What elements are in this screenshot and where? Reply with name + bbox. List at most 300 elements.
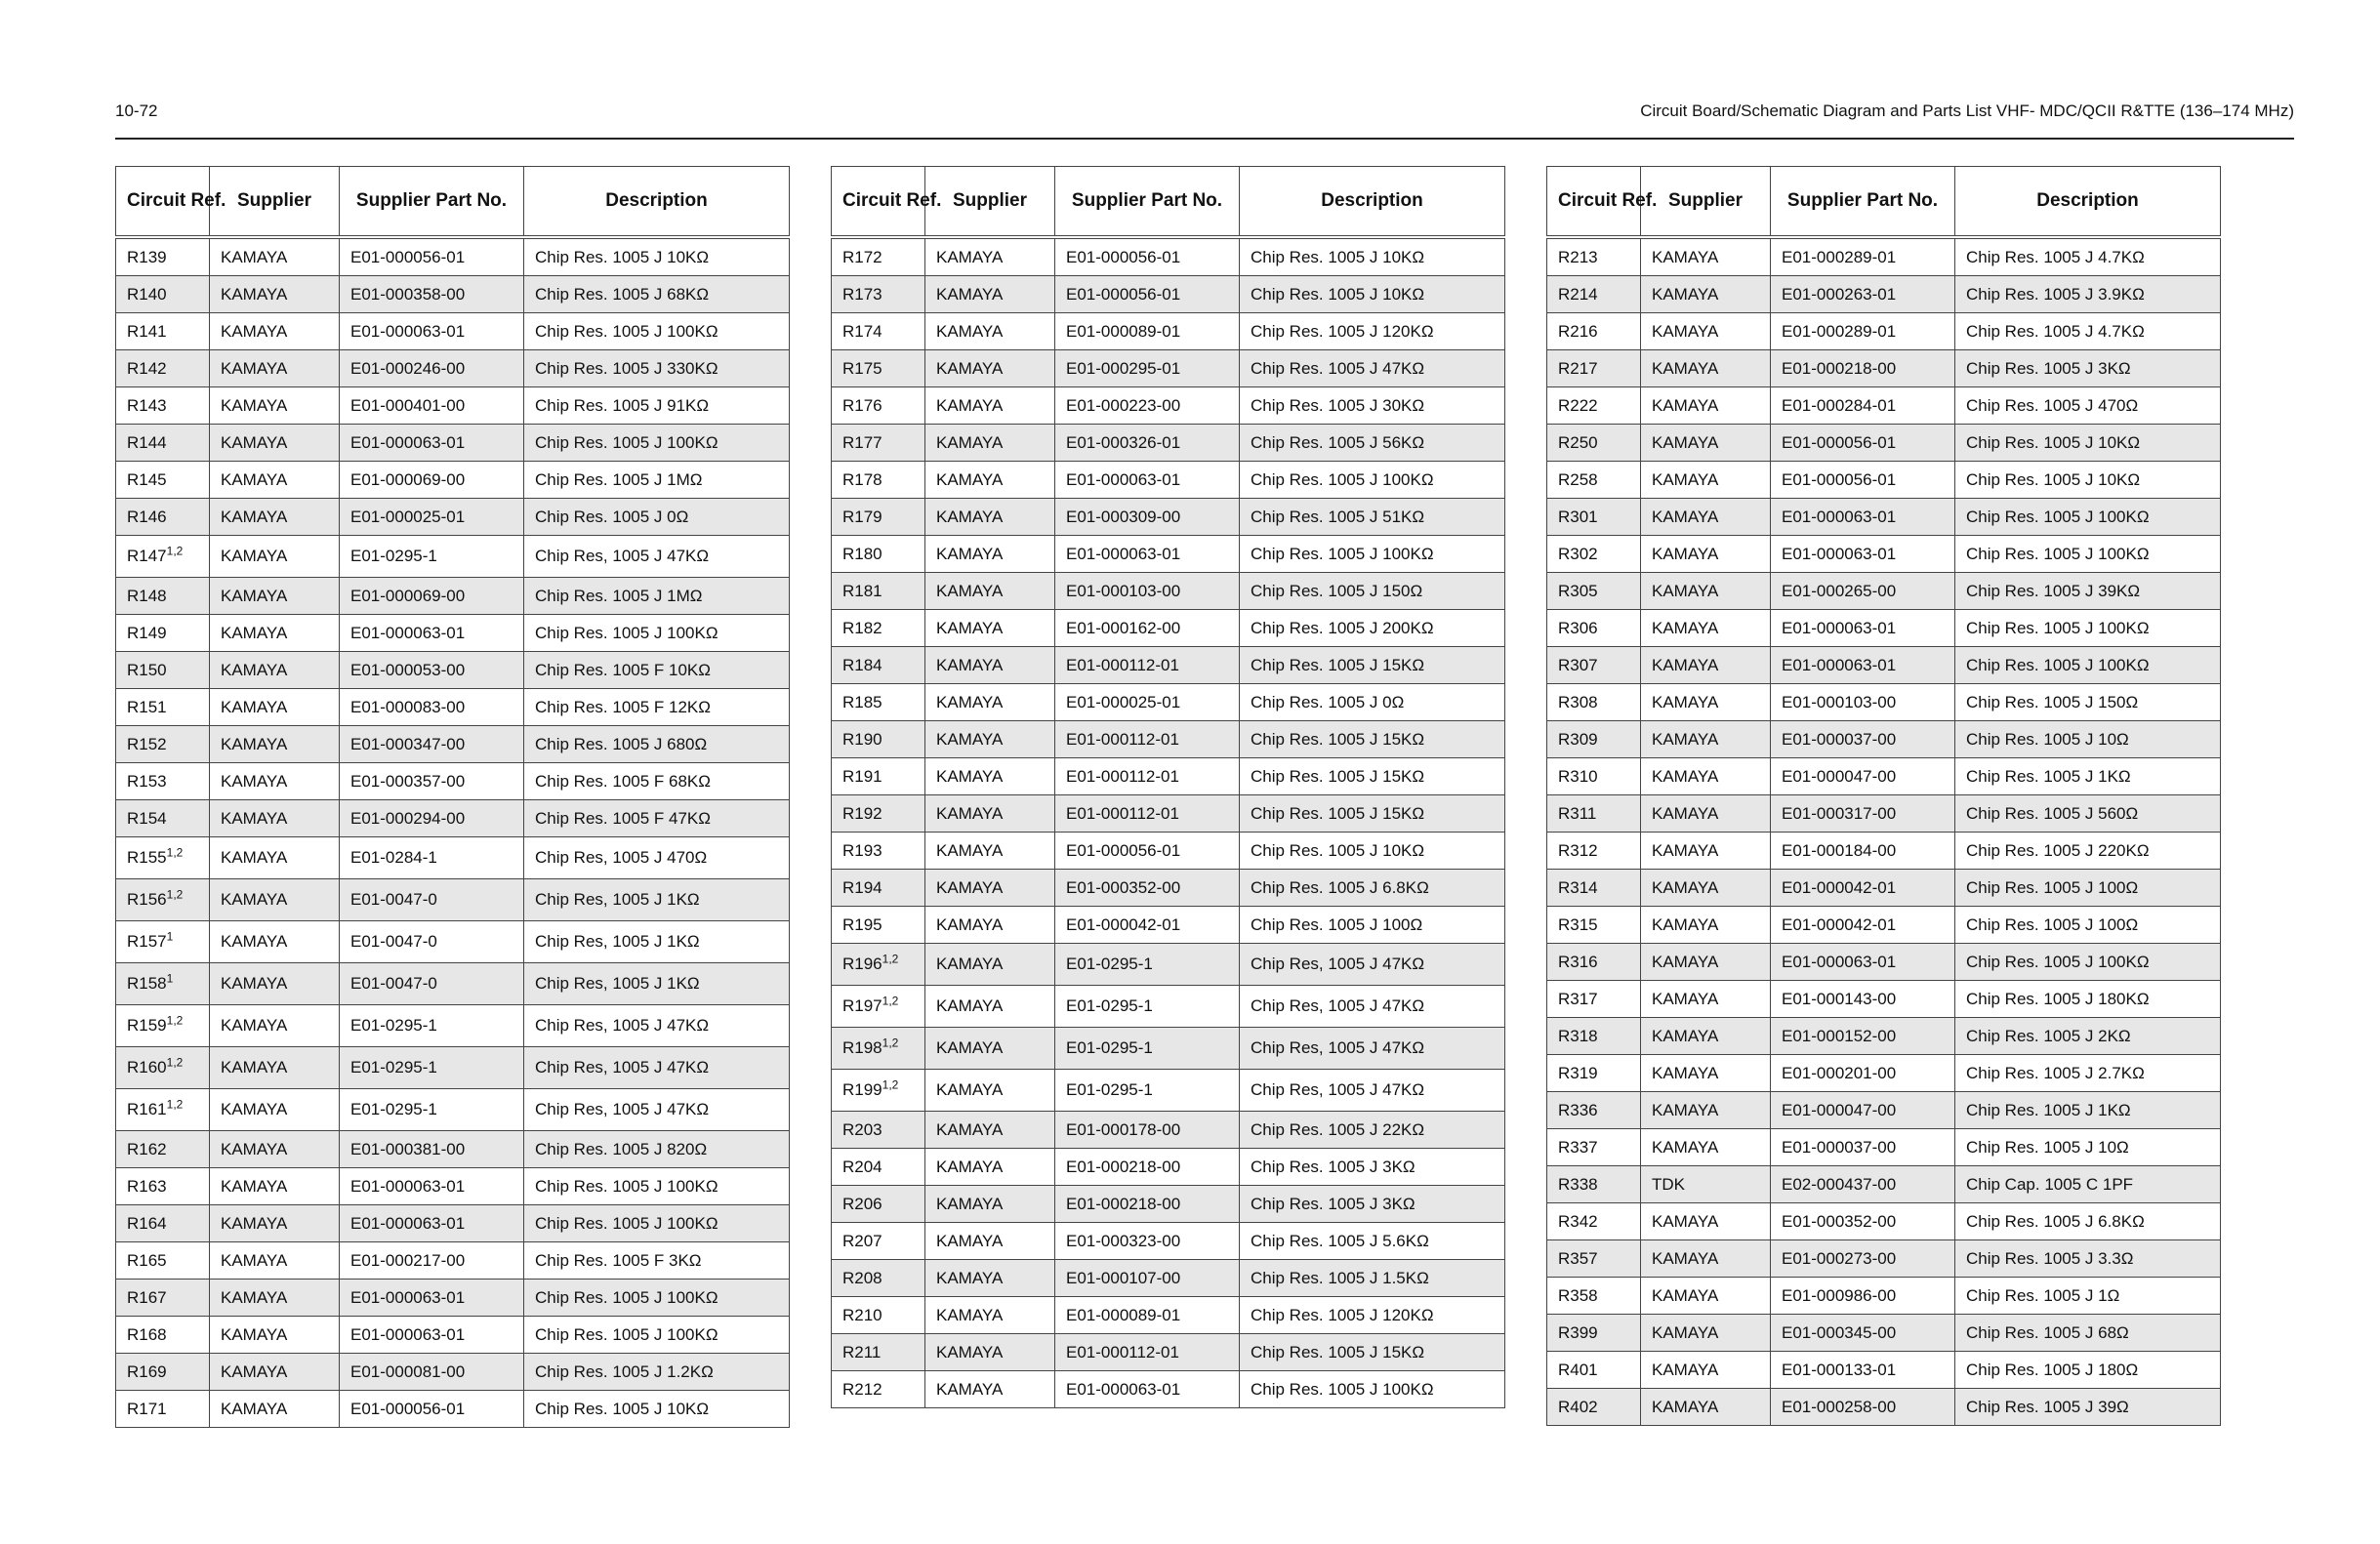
- cell-part-no: E01-000089-01: [1055, 313, 1240, 350]
- table-row: [832, 387, 1505, 425]
- cell-circuit-ref: [1547, 1352, 1641, 1389]
- cell-circuit-ref: [116, 963, 210, 1005]
- cell-circuit-ref: [1547, 1018, 1641, 1055]
- cell-description: Chip Res. 1005 J 100KΩ: [1240, 536, 1505, 573]
- cell-description: Chip Res. 1005 J 30KΩ: [1240, 387, 1505, 425]
- cell-description: Chip Res. 1005 J 100KΩ: [1955, 610, 2221, 647]
- circuit-ref-text: R208: [842, 1268, 882, 1287]
- cell-supplier: KAMAYA: [925, 684, 1055, 721]
- cell-part-no: E01-000323-00: [1055, 1223, 1240, 1260]
- cell-circuit-ref: [1547, 1092, 1641, 1129]
- cell-supplier: KAMAYA: [210, 615, 340, 652]
- cell-circuit-ref: [832, 425, 925, 462]
- table-row: [1547, 313, 2221, 350]
- cell-part-no: E01-000986-00: [1771, 1278, 1955, 1315]
- table-row: [1547, 1278, 2221, 1315]
- cell-supplier: KAMAYA: [1641, 1055, 1771, 1092]
- cell-part-no: E01-0295-1: [1055, 944, 1240, 986]
- cell-part-no: E01-000143-00: [1771, 981, 1955, 1018]
- circuit-ref-text: R151: [127, 697, 167, 716]
- cell-description: Chip Res. 1005 J 39Ω: [1955, 1389, 2221, 1426]
- cell-circuit-ref: [116, 313, 210, 350]
- cell-supplier: KAMAYA: [210, 689, 340, 726]
- cell-description: Chip Res. 1005 J 51KΩ: [1240, 499, 1505, 536]
- circuit-ref-text: R176: [842, 395, 882, 415]
- circuit-ref-text: R318: [1558, 1026, 1598, 1045]
- cell-circuit-ref: [116, 578, 210, 615]
- table-row: [116, 1005, 790, 1047]
- cell-circuit-ref: [1547, 276, 1641, 313]
- circuit-ref-text: R204: [842, 1157, 882, 1176]
- footnote-superscript: 1: [166, 971, 174, 986]
- cell-supplier: KAMAYA: [1641, 981, 1771, 1018]
- cell-description: Chip Res. 1005 J 100KΩ: [524, 425, 790, 462]
- table-row: [832, 1028, 1505, 1070]
- circuit-ref-text: R310: [1558, 766, 1598, 786]
- cell-part-no: E01-0295-1: [1055, 1028, 1240, 1070]
- cell-circuit-ref: [832, 833, 925, 870]
- cell-circuit-ref: [116, 652, 210, 689]
- table-row: [116, 1205, 790, 1242]
- circuit-ref-text: R206: [842, 1194, 882, 1213]
- cell-description: Chip Res. 1005 J 100KΩ: [1240, 1371, 1505, 1408]
- cell-supplier: KAMAYA: [925, 870, 1055, 907]
- circuit-ref-text: R141: [127, 321, 167, 341]
- table-row: [116, 1354, 790, 1391]
- table-row: [1547, 1240, 2221, 1278]
- cell-description: Chip Res. 1005 J 10KΩ: [1240, 833, 1505, 870]
- table-row: [832, 1149, 1505, 1186]
- table-row: [1547, 610, 2221, 647]
- cell-circuit-ref: [1547, 1278, 1641, 1315]
- column-header-description: Description: [1240, 167, 1505, 238]
- table-row: [832, 795, 1505, 833]
- cell-supplier: KAMAYA: [1641, 795, 1771, 833]
- cell-circuit-ref: [832, 350, 925, 387]
- cell-description: Chip Res. 1005 J 100KΩ: [524, 1280, 790, 1317]
- cell-description: Chip Res. 1005 J 5.6KΩ: [1240, 1223, 1505, 1260]
- cell-circuit-ref: [832, 313, 925, 350]
- circuit-ref-text: R211: [842, 1342, 882, 1361]
- cell-circuit-ref: [832, 1371, 925, 1408]
- circuit-ref-text: R155: [127, 848, 167, 867]
- cell-circuit-ref: [1547, 1166, 1641, 1203]
- table-row: [116, 1131, 790, 1168]
- cell-part-no: E01-000294-00: [340, 800, 524, 837]
- table-row: [116, 387, 790, 425]
- cell-part-no: E01-000063-01: [1055, 1371, 1240, 1408]
- cell-circuit-ref: [1547, 499, 1641, 536]
- cell-part-no: E01-000133-01: [1771, 1352, 1955, 1389]
- column-header-description: Description: [524, 167, 790, 238]
- cell-supplier: KAMAYA: [210, 1242, 340, 1280]
- cell-description: Chip Res, 1005 J 47KΩ: [524, 1005, 790, 1047]
- table-row: [1547, 647, 2221, 684]
- circuit-ref-text: R181: [842, 581, 882, 600]
- cell-description: Chip Res. 1005 J 100KΩ: [524, 1317, 790, 1354]
- table-row: [1547, 1389, 2221, 1426]
- table-row: [116, 1089, 790, 1131]
- cell-description: Chip Res, 1005 J 47KΩ: [524, 1089, 790, 1131]
- cell-supplier: KAMAYA: [210, 1354, 340, 1391]
- cell-supplier: KAMAYA: [210, 462, 340, 499]
- cell-description: Chip Res. 1005 J 91KΩ: [524, 387, 790, 425]
- table-row: [116, 276, 790, 313]
- table-row: [1547, 499, 2221, 536]
- table-row: [116, 837, 790, 879]
- circuit-ref-text: R317: [1558, 989, 1598, 1008]
- cell-description: Chip Res. 1005 J 0Ω: [1240, 684, 1505, 721]
- table-row: [1547, 276, 2221, 313]
- cell-description: Chip Res. 1005 J 56KΩ: [1240, 425, 1505, 462]
- cell-circuit-ref: [832, 1186, 925, 1223]
- cell-circuit-ref: [1547, 1240, 1641, 1278]
- cell-circuit-ref: [116, 1005, 210, 1047]
- table-row: [116, 1280, 790, 1317]
- table-row: [1547, 1129, 2221, 1166]
- cell-part-no: E01-000112-01: [1055, 647, 1240, 684]
- cell-circuit-ref: [116, 237, 210, 276]
- cell-description: Chip Res. 1005 J 10KΩ: [1955, 425, 2221, 462]
- table-row: [116, 1047, 790, 1089]
- table-row: [116, 313, 790, 350]
- cell-description: Chip Res. 1005 J 100KΩ: [1955, 536, 2221, 573]
- cell-circuit-ref: [1547, 350, 1641, 387]
- table-row: [832, 1186, 1505, 1223]
- cell-description: Chip Res. 1005 F 47KΩ: [524, 800, 790, 837]
- cell-part-no: E01-000063-01: [1055, 462, 1240, 499]
- cell-supplier: KAMAYA: [210, 276, 340, 313]
- circuit-ref-text: R196: [842, 955, 882, 973]
- cell-part-no: E01-0295-1: [1055, 986, 1240, 1028]
- cell-description: Chip Res. 1005 J 3KΩ: [1955, 350, 2221, 387]
- cell-part-no: E01-000309-00: [1055, 499, 1240, 536]
- cell-description: Chip Res. 1005 J 100KΩ: [1955, 944, 2221, 981]
- table-row: [832, 1260, 1505, 1297]
- cell-description: Chip Res. 1005 J 150Ω: [1955, 684, 2221, 721]
- circuit-ref-text: R199: [842, 1080, 882, 1099]
- table-row: [832, 870, 1505, 907]
- table-row: [1547, 350, 2221, 387]
- circuit-ref-text: R173: [842, 284, 882, 304]
- cell-supplier: KAMAYA: [1641, 684, 1771, 721]
- cell-supplier: KAMAYA: [210, 763, 340, 800]
- circuit-ref-text: R309: [1558, 729, 1598, 749]
- cell-part-no: E01-000042-01: [1771, 907, 1955, 944]
- cell-part-no: E01-000037-00: [1771, 721, 1955, 758]
- cell-circuit-ref: [1547, 907, 1641, 944]
- circuit-ref-text: R175: [842, 358, 882, 378]
- cell-supplier: KAMAYA: [1641, 237, 1771, 276]
- cell-circuit-ref: [116, 1317, 210, 1354]
- table-row: [1547, 1203, 2221, 1240]
- cell-part-no: E01-0047-0: [340, 879, 524, 921]
- cell-description: Chip Res, 1005 J 470Ω: [524, 837, 790, 879]
- cell-supplier: KAMAYA: [925, 276, 1055, 313]
- circuit-ref-text: R146: [127, 507, 167, 526]
- circuit-ref-text: R319: [1558, 1063, 1598, 1082]
- cell-description: Chip Res. 1005 J 100KΩ: [524, 1168, 790, 1205]
- page-header: [115, 102, 2294, 133]
- cell-supplier: KAMAYA: [925, 1334, 1055, 1371]
- cell-part-no: E01-000162-00: [1055, 610, 1240, 647]
- circuit-ref-text: R222: [1558, 395, 1598, 415]
- cell-description: Chip Res. 1005 J 100KΩ: [1955, 647, 2221, 684]
- circuit-ref-text: R180: [842, 544, 882, 563]
- circuit-ref-text: R213: [1558, 247, 1598, 266]
- circuit-ref-text: R162: [127, 1139, 167, 1158]
- cell-circuit-ref: [116, 1131, 210, 1168]
- cell-circuit-ref: [116, 499, 210, 536]
- table-row: [832, 944, 1505, 986]
- cell-supplier: KAMAYA: [210, 800, 340, 837]
- cell-part-no: E01-000056-01: [1055, 833, 1240, 870]
- cell-description: Chip Res. 1005 J 1MΩ: [524, 462, 790, 499]
- circuit-ref-text: R305: [1558, 581, 1598, 600]
- cell-circuit-ref: [832, 499, 925, 536]
- cell-supplier: KAMAYA: [1641, 610, 1771, 647]
- cell-supplier: KAMAYA: [925, 350, 1055, 387]
- table-row: [832, 462, 1505, 499]
- column-header-supplier: Supplier: [1641, 167, 1771, 238]
- table-row: [832, 536, 1505, 573]
- table-row: [1547, 425, 2221, 462]
- cell-description: Chip Res. 1005 J 200KΩ: [1240, 610, 1505, 647]
- cell-description: Chip Res. 1005 J 10KΩ: [1955, 462, 2221, 499]
- table-row: [116, 763, 790, 800]
- cell-supplier: KAMAYA: [925, 1028, 1055, 1070]
- cell-part-no: E01-000063-01: [340, 1317, 524, 1354]
- cell-description: Chip Res. 1005 J 330KΩ: [524, 350, 790, 387]
- cell-circuit-ref: [116, 1354, 210, 1391]
- cell-part-no: E01-0295-1: [340, 536, 524, 578]
- cell-circuit-ref: [1547, 313, 1641, 350]
- cell-description: Chip Res. 1005 J 1Ω: [1955, 1278, 2221, 1315]
- circuit-ref-text: R306: [1558, 618, 1598, 637]
- table-row: [1547, 536, 2221, 573]
- cell-part-no: E01-000063-01: [340, 1168, 524, 1205]
- table-row: [116, 1317, 790, 1354]
- cell-supplier: KAMAYA: [1641, 1389, 1771, 1426]
- cell-description: Chip Res. 1005 J 100Ω: [1955, 907, 2221, 944]
- circuit-ref-text: R308: [1558, 692, 1598, 711]
- cell-supplier: KAMAYA: [210, 921, 340, 963]
- cell-part-no: E01-0047-0: [340, 963, 524, 1005]
- cell-supplier: KAMAYA: [925, 944, 1055, 986]
- cell-description: Chip Res, 1005 J 47KΩ: [1240, 1028, 1505, 1070]
- circuit-ref-text: R195: [842, 914, 882, 934]
- table-row: [832, 1297, 1505, 1334]
- cell-circuit-ref: [1547, 647, 1641, 684]
- cell-supplier: KAMAYA: [210, 1317, 340, 1354]
- cell-part-no: E01-000089-01: [1055, 1297, 1240, 1334]
- cell-supplier: KAMAYA: [925, 1112, 1055, 1149]
- table-row: [116, 726, 790, 763]
- cell-supplier: KAMAYA: [210, 387, 340, 425]
- circuit-ref-text: R301: [1558, 507, 1598, 526]
- table-row: [116, 652, 790, 689]
- cell-circuit-ref: [832, 795, 925, 833]
- cell-supplier: KAMAYA: [1641, 870, 1771, 907]
- cell-circuit-ref: [116, 800, 210, 837]
- cell-supplier: KAMAYA: [1641, 1240, 1771, 1278]
- cell-supplier: KAMAYA: [1641, 721, 1771, 758]
- cell-part-no: E01-0047-0: [340, 921, 524, 963]
- cell-part-no: E01-000063-01: [1771, 499, 1955, 536]
- table-row: [116, 237, 790, 276]
- table-row: [832, 1112, 1505, 1149]
- circuit-ref-text: R314: [1558, 877, 1598, 897]
- cell-description: Chip Res. 1005 J 4.7KΩ: [1955, 237, 2221, 276]
- cell-part-no: E01-000037-00: [1771, 1129, 1955, 1166]
- cell-circuit-ref: [832, 387, 925, 425]
- footnote-superscript: 1,2: [166, 1055, 184, 1070]
- cell-circuit-ref: [1547, 684, 1641, 721]
- circuit-ref-text: R172: [842, 247, 882, 266]
- cell-part-no: E01-000063-01: [1771, 610, 1955, 647]
- cell-description: Chip Res. 1005 J 4.7KΩ: [1955, 313, 2221, 350]
- table-row: [832, 907, 1505, 944]
- circuit-ref-text: R160: [127, 1058, 167, 1077]
- cell-part-no: E01-000025-01: [1055, 684, 1240, 721]
- table-row: [116, 963, 790, 1005]
- circuit-ref-text: R184: [842, 655, 882, 674]
- table-row: [832, 425, 1505, 462]
- cell-part-no: E01-000178-00: [1055, 1112, 1240, 1149]
- parts-table-3: [1546, 166, 2221, 1426]
- table-row: [116, 1168, 790, 1205]
- table-row: [116, 1391, 790, 1428]
- cell-supplier: KAMAYA: [210, 963, 340, 1005]
- cell-part-no: E01-000112-01: [1055, 758, 1240, 795]
- circuit-ref-text: R178: [842, 469, 882, 489]
- cell-supplier: KAMAYA: [1641, 833, 1771, 870]
- cell-part-no: E01-000218-00: [1771, 350, 1955, 387]
- column-header-description: Description: [1955, 167, 2221, 238]
- table-header-row: [832, 167, 1505, 238]
- cell-description: Chip Res. 1005 F 12KΩ: [524, 689, 790, 726]
- table-row: [116, 879, 790, 921]
- table-row: [116, 536, 790, 578]
- cell-supplier: KAMAYA: [1641, 462, 1771, 499]
- cell-part-no: E01-000063-01: [340, 1280, 524, 1317]
- cell-description: Chip Res. 1005 J 820Ω: [524, 1131, 790, 1168]
- circuit-ref-text: R140: [127, 284, 167, 304]
- table-row: [832, 1371, 1505, 1408]
- footnote-superscript: 1,2: [166, 1097, 184, 1112]
- circuit-ref-text: R159: [127, 1016, 167, 1035]
- table-row: [116, 921, 790, 963]
- cell-description: Chip Res, 1005 J 1KΩ: [524, 921, 790, 963]
- cell-supplier: KAMAYA: [925, 721, 1055, 758]
- cell-part-no: E01-000063-01: [340, 425, 524, 462]
- cell-circuit-ref: [116, 921, 210, 963]
- cell-description: Chip Res. 1005 J 220KΩ: [1955, 833, 2221, 870]
- cell-part-no: E01-000081-00: [340, 1354, 524, 1391]
- table-row: [1547, 758, 2221, 795]
- cell-part-no: E01-000042-01: [1771, 870, 1955, 907]
- footnote-superscript: 1,2: [882, 1036, 899, 1050]
- cell-part-no: E01-000381-00: [340, 1131, 524, 1168]
- circuit-ref-text: R192: [842, 803, 882, 823]
- cell-supplier: KAMAYA: [925, 536, 1055, 573]
- table-row: [1547, 387, 2221, 425]
- cell-circuit-ref: [832, 462, 925, 499]
- cell-part-no: E01-000056-01: [1771, 425, 1955, 462]
- cell-circuit-ref: [1547, 536, 1641, 573]
- table-row: [1547, 1092, 2221, 1129]
- circuit-ref-text: R157: [127, 932, 167, 951]
- cell-circuit-ref: [832, 647, 925, 684]
- circuit-ref-text: R194: [842, 877, 882, 897]
- cell-description: Chip Res. 1005 J 10Ω: [1955, 721, 2221, 758]
- cell-description: Chip Res. 1005 J 470Ω: [1955, 387, 2221, 425]
- circuit-ref-text: R342: [1558, 1211, 1598, 1231]
- cell-circuit-ref: [1547, 237, 1641, 276]
- cell-circuit-ref: [1547, 1129, 1641, 1166]
- cell-part-no: E01-000056-01: [1771, 462, 1955, 499]
- cell-supplier: KAMAYA: [210, 1168, 340, 1205]
- cell-supplier: KAMAYA: [210, 536, 340, 578]
- cell-part-no: E01-000063-01: [1771, 536, 1955, 573]
- footnote-superscript: 1,2: [882, 1077, 899, 1092]
- parts-table-1: [115, 166, 790, 1428]
- cell-part-no: E01-000063-01: [1771, 647, 1955, 684]
- cell-description: Chip Res. 1005 J 100KΩ: [1240, 462, 1505, 499]
- cell-circuit-ref: [1547, 462, 1641, 499]
- table-row: [116, 425, 790, 462]
- table-row: [832, 758, 1505, 795]
- cell-circuit-ref: [1547, 721, 1641, 758]
- cell-part-no: E01-000295-01: [1055, 350, 1240, 387]
- cell-supplier: KAMAYA: [210, 1047, 340, 1089]
- cell-supplier: KAMAYA: [1641, 499, 1771, 536]
- cell-supplier: KAMAYA: [1641, 647, 1771, 684]
- table-row: [832, 721, 1505, 758]
- cell-description: Chip Res. 1005 J 68Ω: [1955, 1315, 2221, 1352]
- cell-description: Chip Res. 1005 J 100KΩ: [524, 615, 790, 652]
- cell-description: Chip Res. 1005 J 100Ω: [1955, 870, 2221, 907]
- cell-supplier: KAMAYA: [1641, 573, 1771, 610]
- cell-circuit-ref: [832, 944, 925, 986]
- cell-circuit-ref: [116, 1391, 210, 1428]
- cell-description: Chip Res. 1005 J 0Ω: [524, 499, 790, 536]
- circuit-ref-text: R336: [1558, 1100, 1598, 1119]
- cell-part-no: E01-000218-00: [1055, 1186, 1240, 1223]
- column-header-circuit-ref: Circuit Ref.: [832, 167, 925, 238]
- cell-part-no: E01-0295-1: [1055, 1070, 1240, 1112]
- cell-circuit-ref: [832, 610, 925, 647]
- cell-description: Chip Res. 1005 J 6.8KΩ: [1240, 870, 1505, 907]
- cell-supplier: KAMAYA: [210, 313, 340, 350]
- cell-circuit-ref: [832, 721, 925, 758]
- cell-description: Chip Res. 1005 J 2KΩ: [1955, 1018, 2221, 1055]
- table-row: [1547, 981, 2221, 1018]
- circuit-ref-text: R171: [127, 1399, 167, 1418]
- cell-part-no: E01-000284-01: [1771, 387, 1955, 425]
- cell-supplier: KAMAYA: [925, 1297, 1055, 1334]
- cell-supplier: KAMAYA: [1641, 1129, 1771, 1166]
- cell-circuit-ref: [1547, 981, 1641, 1018]
- cell-part-no: E01-000289-01: [1771, 237, 1955, 276]
- table-row: [1547, 944, 2221, 981]
- table-row: [1547, 795, 2221, 833]
- cell-circuit-ref: [1547, 610, 1641, 647]
- cell-circuit-ref: [832, 986, 925, 1028]
- circuit-ref-text: R177: [842, 432, 882, 452]
- table-row: [832, 237, 1505, 276]
- circuit-ref-text: R167: [127, 1287, 167, 1307]
